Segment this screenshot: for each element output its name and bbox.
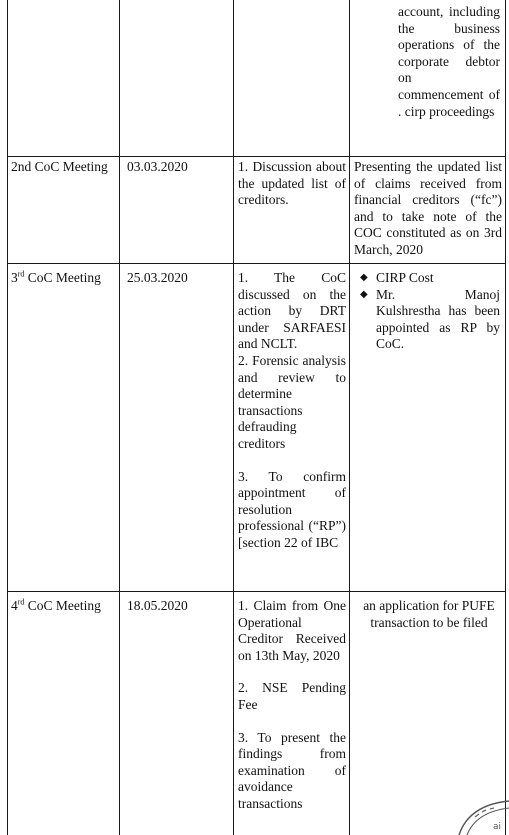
svg-text:ai: ai bbox=[493, 822, 502, 832]
row3-outcome-cell bbox=[356, 270, 500, 353]
row-divider-3 bbox=[7, 591, 506, 592]
outcome-text: an application for PUFE transaction to be filed bbox=[363, 598, 495, 630]
row2-outcome-cell bbox=[354, 159, 502, 259]
table-border-right bbox=[505, 0, 506, 835]
agenda-item: 3. To confirm appointment of resolution professional (“RP”) [section 22 of IBC bbox=[238, 468, 346, 550]
table-border-left bbox=[7, 0, 8, 835]
outcome-text: Presenting the updated list of claims received from financial creditors (“fc”) and to take note of the COC constituted as on 3rd March, 2020 bbox=[354, 159, 502, 257]
row3-date-cell bbox=[127, 270, 227, 287]
meeting-date: 18.05.2020 bbox=[127, 598, 188, 613]
row1-outcome-cell bbox=[352, 4, 502, 120]
row3-meeting-cell bbox=[11, 270, 117, 287]
row2-agenda-cell bbox=[238, 159, 346, 209]
seal-stamp-icon bbox=[449, 795, 509, 835]
outcome-list bbox=[356, 270, 500, 353]
bullet-icon: ◆ bbox=[360, 272, 368, 283]
bullet-icon: ◆ bbox=[360, 288, 368, 300]
meeting-date: 25.03.2020 bbox=[127, 270, 188, 285]
meeting-name: 4rd CoC Meeting bbox=[11, 597, 101, 613]
agenda-item: 2. NSE Pending Fee bbox=[238, 680, 346, 712]
meeting-name: 2nd CoC Meeting bbox=[11, 159, 108, 174]
outcome-list-item: ◆ Mr. Manoj Kulshrestha has been appointed as RP by CoC. bbox=[360, 286, 500, 352]
meeting-name: 3rd CoC Meeting bbox=[11, 269, 101, 285]
row1-outcome-text: account, including the business operations of the corporate debtor on commencement of . cirp proceedings bbox=[398, 4, 500, 119]
row4-meeting-cell bbox=[11, 598, 117, 615]
row3-agenda-cell bbox=[238, 270, 346, 552]
agenda-item: 1. Discussion about the updated list of creditors. bbox=[238, 159, 346, 208]
row4-outcome-cell bbox=[356, 598, 502, 631]
outcome-list-item: ◆ CIRP Cost bbox=[360, 270, 434, 285]
agenda-item: 3. To present the findings from examination of avoidance transactions bbox=[238, 729, 346, 811]
row2-date-cell bbox=[127, 159, 227, 176]
column-divider-1 bbox=[119, 0, 120, 835]
row2-meeting-cell bbox=[11, 159, 115, 176]
agenda-item: 1. The CoC discussed on the action by DRT under SARFAESI and NCLT. bbox=[238, 270, 346, 352]
agenda-item: 2. Forensic analysis and review to determine transactions defrauding creditors bbox=[238, 352, 346, 451]
meeting-date: 03.03.2020 bbox=[127, 159, 188, 174]
agenda-item: 1. Claim from One Operational Creditor Received on 13th May, 2020 bbox=[238, 598, 346, 663]
row4-date-cell bbox=[127, 598, 227, 615]
column-divider-2 bbox=[233, 0, 234, 835]
row-divider-1 bbox=[7, 156, 506, 157]
row4-agenda-cell bbox=[238, 598, 346, 813]
column-divider-3 bbox=[349, 0, 350, 835]
row-divider-2 bbox=[7, 263, 506, 264]
